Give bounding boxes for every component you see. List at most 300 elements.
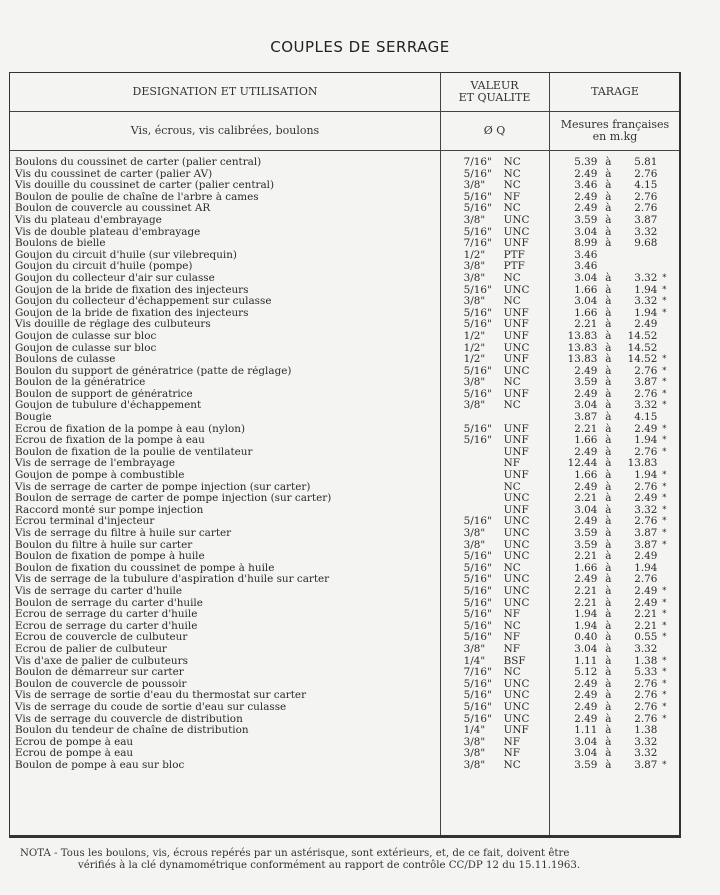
thread-quality: UNF [503,237,529,250]
torque-max: 3.32 [634,225,658,238]
asterisk-marker: * [662,632,667,643]
torque-max: 2.76 [634,573,658,586]
range-separator: à [605,631,612,644]
torque-min: 2.21 [574,492,598,505]
tarage-cell [547,540,679,552]
designation-cell: Vis de serrage du carter d'huile [15,585,183,597]
thread-quality: UNC [503,677,530,690]
valeur-cell [439,366,548,378]
designation-cell: Boulon de fixation de pompe à huile [15,551,205,563]
asterisk-marker: * [662,539,667,550]
asterisk-marker: * [662,307,667,318]
torque-max: 2.76 [634,480,658,493]
torque-min: 2.49 [574,480,598,493]
torque-max: 2.76 [634,167,658,180]
diameter: 3/8" [463,642,486,655]
range-separator: à [605,758,612,771]
header-valeur [440,73,549,111]
thread-quality: NC [503,561,521,574]
thread-quality: NF [503,190,520,203]
range-separator: à [605,225,612,238]
range-separator: à [605,434,612,447]
thread-quality: UNC [503,213,530,226]
table-row [10,609,679,621]
torque-max: 1.38 [634,654,658,667]
range-separator: à [605,550,612,563]
diameter: 5/16" [463,167,492,180]
torque-min: 3.04 [574,642,598,655]
designation-cell: Vis du plateau d'embrayage [15,214,162,226]
designation-cell: Goujon de la bride de fixation des injecteurs [15,284,249,296]
torque-min: 1.11 [574,654,598,667]
table-row [10,470,679,482]
designation-cell: Boulon de la génératrice [15,377,146,389]
torque-min: 2.49 [574,387,598,400]
asterisk-marker: * [662,655,667,666]
designation-cell: Vis de serrage de la tubulure d'aspiration d'huile sur carter [15,574,330,586]
subheader-units-line1: Mesures françaises [560,117,670,131]
torque-min: 1.66 [574,434,598,447]
asterisk-marker: * [662,423,667,434]
designation-cell: Ecrou de pompe à eau [15,736,134,748]
torque-max: 2.49 [634,550,658,563]
tarage-cell [547,215,679,227]
thread-quality: BSF [503,654,526,667]
torque-max: 5.33 [634,666,658,679]
tarage-cell [547,250,679,262]
diameter: 1/4" [463,654,486,667]
torque-min: 1.94 [574,608,598,621]
valeur-cell [439,609,548,621]
diameter: 3/8" [463,538,486,551]
designation-cell: Boulon de poulie de chaîne de l'arbre à cames [15,191,259,203]
asterisk-marker: * [662,365,667,376]
diameter: 5/16" [463,318,492,331]
valeur-cell [439,319,548,331]
torque-min: 3.59 [574,538,598,551]
diameter: 7/16" [463,666,492,679]
footnote-line1: NOTA - Tous les boulons, vis, écrous repérés par un astérisque, sont extérieurs, et, de ce fait, doivent être [20,848,570,859]
thread-quality: UNC [503,689,530,702]
asterisk-marker [657,458,671,470]
diameter: 5/16" [463,190,492,203]
subheader-units [549,111,681,150]
torque-min: 13.83 [567,341,598,354]
torque-min: 0.40 [574,631,598,644]
torque-max: 14.52 [627,329,658,342]
valeur-cell [439,447,548,459]
designation-cell: Boulon du tendeur de chaîne de distribution [15,725,249,737]
designation-cell: Goujon du collecteur d'air sur culasse [15,272,215,284]
tarage-cell [547,656,679,668]
torque-min: 2.49 [574,677,598,690]
range-separator: à [605,527,612,539]
tarage-cell [547,169,679,181]
asterisk-marker: * [662,701,667,712]
header-tarage: TARAGE [591,85,639,98]
range-separator: à [605,712,612,725]
tarage-cell [547,458,679,470]
torque-max: 13.83 [627,457,658,470]
range-separator: à [605,190,612,203]
torque-max: 1.94 [634,434,658,447]
asterisk-marker: * [662,435,667,446]
tarage-cell [547,470,679,482]
range-separator: à [605,167,612,180]
torque-min: 2.21 [574,550,598,563]
thread-quality: NC [503,202,521,215]
torque-min: 1.66 [574,469,598,482]
designation-cell: Vis de serrage du filtre à huile sur carter [15,528,232,539]
asterisk-marker [657,563,671,575]
torque-min: 3.59 [574,527,598,539]
torque-min: 3.04 [574,399,598,412]
thread-quality: NC [503,619,521,632]
valeur-cell [439,505,548,517]
designation-cell: Vis douille de réglage des culbuteurs [15,319,211,331]
torque-max: 2.21 [634,619,658,632]
asterisk-marker [657,157,671,169]
valeur-cell [439,586,548,598]
torque-min: 5.39 [574,156,598,168]
valeur-cell [439,632,548,644]
tarage-cell [547,400,679,412]
valeur-cell [439,343,548,355]
range-separator [597,250,619,262]
torque-min: 2.49 [574,712,598,725]
valeur-cell [439,435,548,447]
valeur-cell [439,598,548,610]
asterisk-marker [657,203,671,215]
thread-quality: NF [503,642,520,655]
diameter [464,482,504,494]
thread-quality: NF [503,631,520,644]
diameter: 5/16" [463,700,492,713]
valeur-cell [439,412,548,424]
designation-cell: Goujon de la bride de fixation des injecteurs [15,307,249,319]
asterisk-marker: * [662,481,667,492]
thread-quality: UNF [503,503,529,516]
torque-max: 1.94 [634,561,658,574]
torque-min: 3.04 [574,503,598,516]
torque-min: 3.04 [574,271,598,284]
thread-quality: UNC [503,712,530,725]
valeur-cell [439,261,548,273]
range-separator: à [605,179,612,192]
tarage-cell [547,714,679,726]
diameter [464,458,504,470]
torque-max: 14.52 [627,341,658,354]
table-row [10,215,679,227]
range-separator: à [605,329,612,342]
diameter: 3/8" [463,747,486,760]
torque-max: 4.15 [634,179,658,192]
torque-min: 2.21 [574,422,598,435]
torque-min: 3.59 [574,758,598,771]
range-separator: à [605,492,612,505]
diameter: 5/16" [463,608,492,621]
thread-quality: UNF [503,329,529,342]
torque-max: 1.94 [634,306,658,319]
designation-cell: Boulon de pompe à eau sur bloc [15,759,185,771]
torque-max: 3.32 [634,271,658,284]
torque-min: 3.87 [574,411,598,424]
torque-max: 1.94 [634,283,658,296]
designation-cell: Vis douille du coussinet de carter (palier central) [15,180,275,192]
table-row [10,412,679,424]
valeur-cell [439,540,548,552]
valeur-cell [439,714,548,726]
designation-cell: Boulon de couvercle au coussinet AR [15,203,211,215]
tarage-cell [547,435,679,447]
diameter: 3/8" [463,213,486,226]
diameter: 1/4" [463,724,486,737]
diameter: 5/16" [463,631,492,644]
range-separator: à [605,376,612,389]
diameter: 5/16" [463,712,492,725]
table-row [10,273,679,285]
diameter: 3/8" [463,271,486,284]
header-valeur-line1: VALEUR [470,79,519,92]
designation-cell: Boulons de bielle [15,238,106,250]
valeur-cell [439,621,548,633]
valeur-cell [439,227,548,239]
designation-cell: Goujon de culasse sur bloc [15,330,157,342]
asterisk-marker [657,644,671,656]
thread-quality: NC [503,295,521,308]
subheader-units-line2: en m.kg [592,129,638,143]
tarage-cell [547,412,679,424]
table-row [10,354,679,366]
diameter: 3/8" [463,399,486,412]
diameter: 7/16" [463,156,492,168]
designation-cell: Raccord monté sur pompe injection [15,504,204,516]
thread-quality: UNC [503,527,530,539]
range-separator: à [605,237,612,250]
torque-min: 2.49 [574,202,598,215]
torque-min: 2.49 [574,167,598,180]
torque-min: 2.21 [574,318,598,331]
thread-quality: UNF [503,724,529,737]
torque-min: 13.83 [567,353,598,366]
designation-cell: Bougie [15,412,52,424]
thread-quality: UNC [503,700,530,713]
diameter: 5/16" [463,306,492,319]
asterisk-marker: * [662,528,667,538]
thread-quality: PTF [503,260,525,273]
range-separator: à [605,735,612,748]
asterisk-marker: * [662,493,667,504]
designation-cell: Goujon de culasse sur bloc [15,342,157,354]
tarage-cell [547,273,679,285]
asterisk-marker [657,343,671,355]
asterisk-marker [657,748,671,760]
torque-max: 9.68 [634,237,658,250]
designation-cell: Boulon de serrage du carter d'huile [15,597,203,609]
range-separator: à [605,689,612,702]
table-row [10,644,679,656]
tarage-cell [547,725,679,737]
tarage-cell [547,424,679,436]
range-separator: à [605,700,612,713]
asterisk-marker: * [662,609,667,620]
thread-quality: NF [503,608,520,621]
range-separator: à [605,399,612,412]
thread-quality: NC [503,271,521,284]
range-separator: à [605,666,612,679]
range-separator: à [605,747,612,760]
asterisk-marker: * [662,690,667,701]
torque-max: 2.49 [634,492,658,505]
asterisk-marker: * [662,284,667,295]
valeur-cell [439,354,548,366]
thread-quality: UNF [503,434,529,447]
range-separator: à [605,584,612,597]
valeur-cell [439,760,548,772]
torque-min: 3.59 [574,213,598,226]
tarage-cell [547,203,679,215]
subheader-divider [10,150,679,151]
tarage-cell [547,760,679,772]
table-row [10,702,679,714]
designation-cell: Boulon du support de génératrice (patte de réglage) [15,365,292,377]
tarage-cell [547,505,679,517]
thread-quality: NC [503,167,521,180]
diameter: 3/8" [463,179,486,192]
tarage-cell [547,644,679,656]
torque-min: 1.66 [574,283,598,296]
torque-max: 3.32 [634,747,658,760]
range-separator: à [605,480,612,493]
torque-min: 1.11 [574,724,598,737]
thread-quality: UNC [503,573,530,586]
valeur-cell [439,169,548,181]
torque-max: 2.76 [634,677,658,690]
table-row [10,238,679,250]
torque-max: 4.15 [634,411,658,424]
designation-cell: Boulon de fixation de la poulie de ventilateur [15,446,253,458]
tarage-cell [547,377,679,389]
designation-cell: Goujon de pompe à combustible [15,470,185,482]
asterisk-marker: * [662,470,667,481]
thread-quality: NF [503,747,520,760]
diameter: 5/16" [463,584,492,597]
range-separator: à [605,596,612,609]
table-row [10,157,679,169]
asterisk-marker: * [662,296,667,307]
diameter [464,412,504,424]
torque-max: 3.32 [634,642,658,655]
thread-quality: UNF [503,445,529,458]
thread-quality: UNF [503,422,529,435]
valeur-cell [439,690,548,702]
designation-cell: Vis de serrage de sortie d'eau du thermostat sur carter [15,690,307,702]
designation-cell: Boulon du filtre à huile sur carter [15,539,193,551]
diameter: 3/8" [463,376,486,389]
asterisk-marker [657,737,671,749]
thread-quality: NC [503,156,521,168]
asterisk-marker [657,227,671,239]
valeur-cell [439,516,548,528]
thread-quality: NC [503,179,521,192]
tarage-cell [547,702,679,714]
tarage-cell [547,261,679,273]
valeur-cell [439,528,548,540]
diameter: 3/8" [463,260,486,273]
valeur-cell [439,308,548,320]
asterisk-marker [657,180,671,192]
designation-cell: Ecrou de couvercle de culbuteur [15,632,188,644]
range-separator: à [605,283,612,296]
range-separator: à [605,341,612,354]
tarage-cell [547,667,679,679]
torque-max: 3.87 [634,538,658,551]
range-separator: à [605,608,612,621]
diameter: 5/16" [463,434,492,447]
thread-quality: UNC [503,538,530,551]
tarage-cell [547,563,679,575]
valeur-cell [439,493,548,505]
asterisk-marker [657,412,671,424]
diameter: 5/16" [463,515,492,528]
diameter: 5/16" [463,561,492,574]
designation-cell: Vis de serrage du couvercle de distribution [15,713,243,725]
range-separator: à [605,619,612,632]
thread-quality: UNF [503,469,529,482]
designation-cell: Boulon de fixation du coussinet de pompe à huile [15,562,275,574]
valeur-cell [439,644,548,656]
torque-max: 2.49 [634,584,658,597]
asterisk-marker [657,725,671,737]
diameter: 5/16" [463,364,492,377]
valeur-cell [439,331,548,343]
diameter: 5/16" [463,225,492,238]
diameter: 1/2" [463,341,486,354]
torque-max: 3.32 [634,735,658,748]
valeur-cell [439,725,548,737]
diameter: 1/2" [463,329,486,342]
table-row [10,528,679,540]
asterisk-marker [657,192,671,204]
torque-min: 2.21 [574,584,598,597]
designation-cell: Vis de double plateau d'embrayage [15,226,201,238]
designation-cell: Boulon de serrage de carter de pompe injection (sur carter) [15,493,332,505]
diameter: 5/16" [463,596,492,609]
table-row [10,760,679,772]
range-separator: à [605,642,612,655]
valeur-cell [439,238,548,250]
torque-max: 5.81 [634,156,658,168]
asterisk-marker: * [662,516,667,527]
torque-max: 2.76 [634,387,658,400]
tarage-cell [547,737,679,749]
range-separator: à [605,677,612,690]
designation-cell: Goujon du circuit d'huile (sur vilebrequin) [15,249,237,261]
range-separator: à [605,295,612,308]
torque-max: 2.21 [634,608,658,621]
designation-cell: Ecrou de serrage du carter d'huile [15,609,198,621]
torque-min: 2.49 [574,689,598,702]
torque-min: 13.83 [567,329,598,342]
valeur-cell [439,215,548,227]
torque-max: 2.76 [634,202,658,215]
footnote [20,848,700,872]
asterisk-marker: * [662,678,667,689]
asterisk-marker: * [662,446,667,457]
valeur-cell [439,192,548,204]
designation-cell: Ecrou de fixation de la pompe à eau [15,435,205,447]
tarage-cell [547,227,679,239]
